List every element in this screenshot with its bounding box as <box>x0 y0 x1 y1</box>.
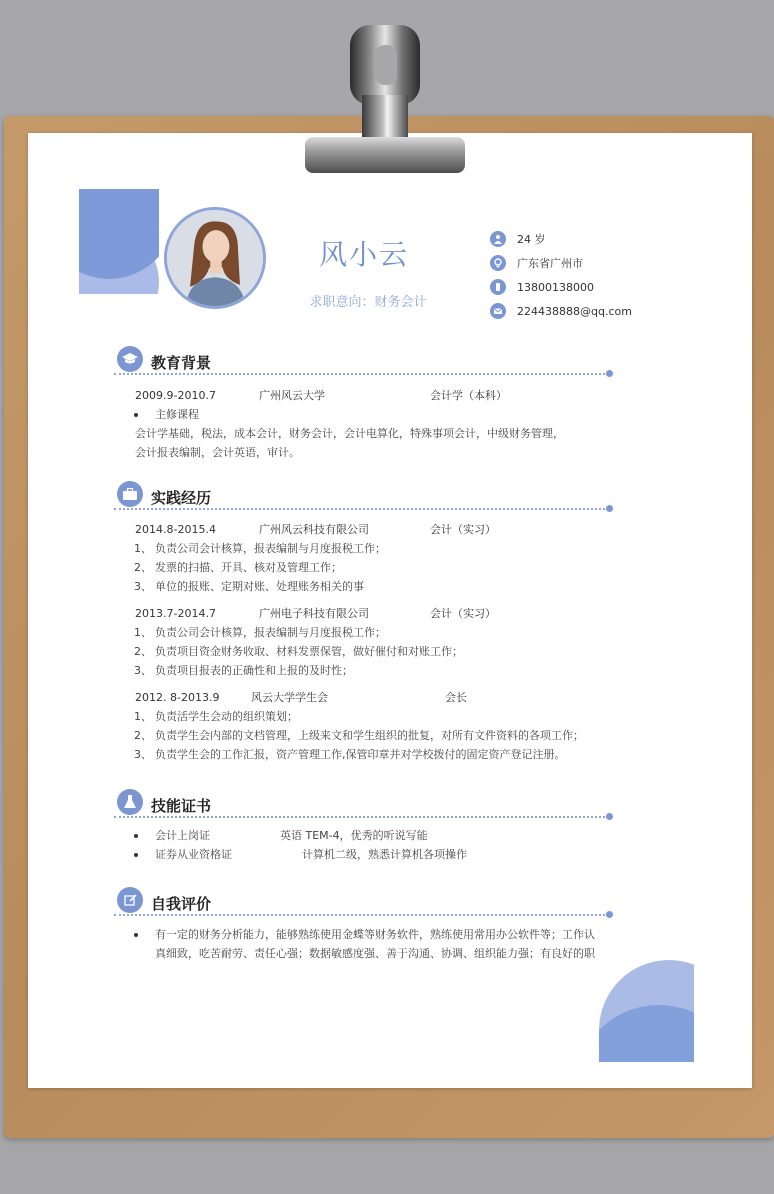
duty-line: 1、 负责公司会计核算，报表编制与月度报税工作； <box>134 626 386 639</box>
self-eval-section <box>114 887 614 963</box>
section-title: 实践经历 <box>151 489 212 507</box>
duty-line: 3、 单位的报账、定期对账、处理账务相关的事 <box>134 580 364 593</box>
course-line: 会计学基础，税法，成本会计，财务会计，会计电算化，特殊事项会计，中级财务管理， <box>135 427 564 440</box>
section-title: 技能证书 <box>151 797 212 815</box>
info-location: 广东省广州市 <box>490 251 632 275</box>
phone-icon <box>490 279 506 295</box>
resume-paper <box>28 133 752 1088</box>
person-icon <box>490 231 506 247</box>
course-line: 会计报表编制，会计英语，审计。 <box>135 446 300 459</box>
decor-top-left <box>79 189 159 294</box>
duty-line: 2、 负责学生会内部的文档管理，上级来文和学生组织的批复，对所有文件资料的各项工作； <box>134 729 584 742</box>
contact-info <box>490 227 632 323</box>
pencil-icon <box>117 887 143 913</box>
skills-section <box>114 789 614 864</box>
section-title: 教育背景 <box>151 354 212 372</box>
location-pin-icon <box>490 255 506 271</box>
flask-icon <box>117 789 143 815</box>
mail-icon <box>490 303 506 319</box>
binder-clip <box>290 25 480 175</box>
education-section <box>114 346 614 462</box>
list-item: 证券从业资格证 计算机二级，熟悉计算机各项操作 <box>114 845 614 864</box>
job-header: 2013.7-2014.7 广州电子科技有限公司 会计（实习） <box>135 607 496 620</box>
list-item: 有一定的财务分析能力，能够熟练使用金蝶等财务软件，熟练使用常用办公软件等；工作认 <box>114 925 614 944</box>
duty-line: 1、 负责公司会计核算，报表编制与月度报税工作； <box>134 542 386 555</box>
education-entry: 2009.9-2010.7 广州风云大学 会计学（本科） <box>135 389 507 402</box>
job-header: 2012. 8-2013.9 风云大学学生会 会长 <box>135 691 467 704</box>
duty-line: 3、 负责学生会的工作汇报，资产管理工作,保管印章并对学校拨付的固定资产登记注册。 <box>134 748 566 761</box>
job-entry <box>114 688 614 764</box>
duty-line: 2、 发票的扫描、开具、核对及管理工作； <box>134 561 342 574</box>
list-item: 会计上岗证 英语 TEM-4，优秀的听说写能 <box>114 826 614 845</box>
info-email: 224438888@qq.com <box>490 299 632 323</box>
info-phone: 13800138000 <box>490 275 632 299</box>
briefcase-icon <box>117 481 143 507</box>
graduation-cap-icon <box>117 346 143 372</box>
job-entry <box>114 520 614 596</box>
job-entry <box>114 604 614 680</box>
duty-line: 3、 负责项目报表的正确性和上报的及时性； <box>134 664 353 677</box>
decor-bottom-right <box>599 960 694 1062</box>
duty-line: 2、 负责项目资金财务收取、材料发票保管，做好催付和对账工作； <box>134 645 463 658</box>
duty-line: 1、 负责活学生会动的组织策划； <box>134 710 298 723</box>
job-objective: 求职意向：财务会计 <box>309 295 427 310</box>
job-header: 2014.8-2015.4 广州风云科技有限公司 会计（实习） <box>135 523 496 536</box>
info-age: 24 岁 <box>490 227 632 251</box>
experience-section <box>114 481 614 764</box>
candidate-name: 风小云 <box>318 238 409 271</box>
self-eval-line: 真细致，吃苦耐劳、责任心强；数据敏感度强、善于沟通、协调、组织能力强；有良好的职 <box>155 947 595 960</box>
avatar <box>164 207 266 309</box>
list-item: 主修课程 <box>114 405 614 424</box>
section-title: 自我评价 <box>151 895 212 913</box>
